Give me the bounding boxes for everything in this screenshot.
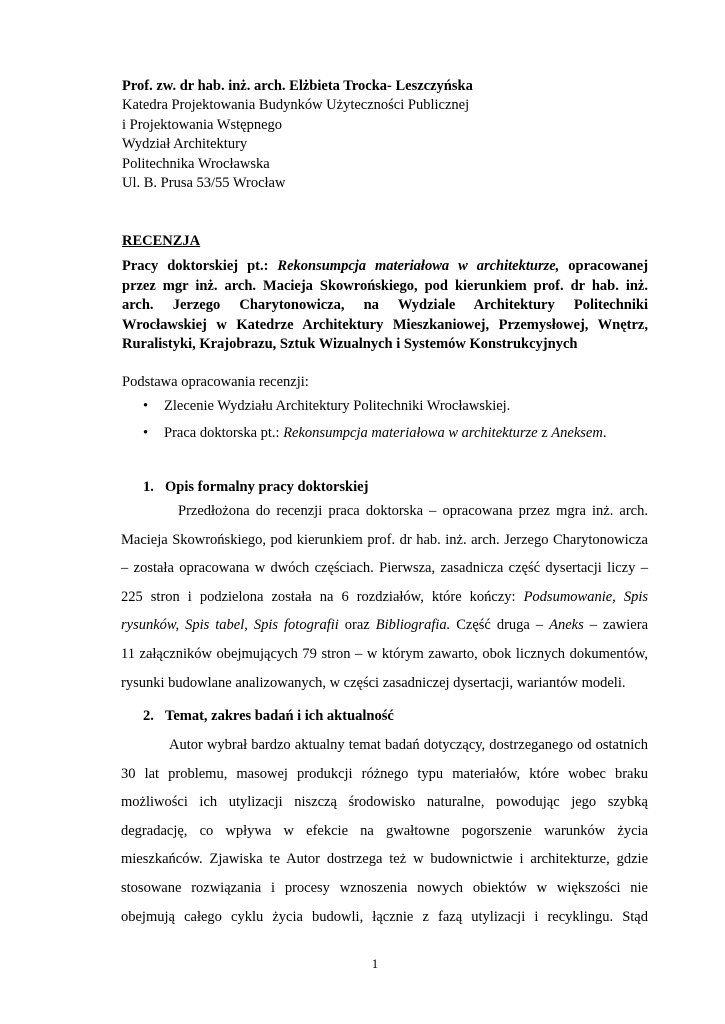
page-number: 1 <box>371 957 379 971</box>
text-run: Podsumowanie, Spis <box>523 588 648 605</box>
affiliation-line: i Projektowania Wstępnego <box>122 116 283 133</box>
text-run: Bibliografia. <box>375 617 451 634</box>
text-run: Aneks <box>549 617 584 634</box>
affiliation-line: Politechnika Wrocławska <box>122 155 270 172</box>
thesis-title: Rekonsumpcja materiałowa w architekturze <box>283 425 538 441</box>
text-run: 225 stron i podzielona została na 6 rozdziałów, które kończy: <box>121 588 524 605</box>
section-number: 1. <box>143 479 154 495</box>
review-subject <box>122 257 648 355</box>
basis-intro: Podstawa opracowania recenzji: <box>122 374 309 390</box>
subject-line: Ruralistyki, Krajobrazu, Sztuk Wizualnych i Systemów Konstrukcyjnych <box>122 336 578 353</box>
section-heading <box>143 479 368 496</box>
paragraph-line: – została opracowana w dwóch częściach. Pierwsza, zasadnicza część dysertacji liczy – <box>121 560 648 577</box>
section-title: Temat, zakres badań i ich aktualność <box>165 708 394 724</box>
paragraph-line: 30 lat problemu, masowej produkcji różnego typu materiałów, które wobec braku <box>121 765 648 782</box>
section-1-paragraph <box>121 497 648 697</box>
text-run: . <box>602 425 607 441</box>
affiliation-line: Katedra Projektowania Budynków Użyteczności Publicznej <box>122 97 470 114</box>
subject-text: opracowanej <box>568 258 649 274</box>
paragraph-line: mieszkańców. Zjawiska te Autor dostrzega też w budownictwie i architekturze, gdzie <box>121 851 648 868</box>
paragraph-line: Autor wybrał bardzo aktualny temat badań dotyczący, dostrzeganego od ostatnich <box>169 737 648 753</box>
paragraph-line <box>121 611 648 640</box>
subject-line: arch. Jerzego Charytonowicza, na Wydziale Architektury Politechniki <box>122 297 648 314</box>
paragraph-line <box>121 583 648 612</box>
review-title: RECENZJA <box>122 233 201 249</box>
text-run: rysunków, Spis tabel, Spis fotografii <box>121 617 339 634</box>
author-header <box>122 77 473 193</box>
text-run: z <box>537 425 552 441</box>
paragraph-line: Macieja Skowrońskiego, pod kierunkiem prof. dr hab. inż. arch. Jerzego Charytonowicza <box>121 531 648 548</box>
bullet-icon: • <box>143 398 149 414</box>
paragraph-line: stosowane rozwiązania i procesy wznoszenia nowych obiektów w większości nie <box>121 879 648 896</box>
list-item-text: Zlecenie Wydziału Architektury Politechniki Wrocławskiej. <box>164 398 511 414</box>
author-name: Prof. zw. dr hab. inż. arch. Elżbieta Trocka- Leszczyńska <box>122 78 473 94</box>
section-heading <box>143 708 394 725</box>
thesis-title: Rekonsumpcja materiałowa w architekturze, <box>277 258 560 274</box>
annex-title: Aneksem <box>551 425 603 441</box>
subject-line: Wrocławskiej w Katedrze Architektury Mieszkaniowej, Przemysłowej, Wnętrz, <box>122 316 648 333</box>
subject-text: Pracy doktorskiej pt.: <box>122 258 269 274</box>
section-2-paragraph <box>121 731 648 931</box>
paragraph-line: Przedłożona do recenzji praca doktorska – opracowana przez mgra inż. arch. <box>178 503 648 519</box>
affiliation-line: Ul. B. Prusa 53/55 Wrocław <box>122 175 286 192</box>
list-item-text <box>164 425 606 442</box>
paragraph-line: rysunki budowlane analizowanych, w części zasadniczej dysertacji, wariantów modeli. <box>121 674 626 691</box>
paragraph-line: możliwości ich utylizacji niszczą środowisko naturalne, powodując jego szybką <box>121 794 648 811</box>
text-run: oraz <box>338 617 376 634</box>
paragraph-line: 11 załączników obejmujących 79 stron – w którym zawarto, obok licznych dokumentów, <box>121 645 648 662</box>
text-run: – zawiera <box>583 617 649 634</box>
bullet-icon: • <box>143 425 149 441</box>
subject-line <box>122 257 648 277</box>
paragraph-line: obejmują całego cyklu życia budowli, łącznie z fazą utylizacji i recyklingu. Stąd <box>121 908 648 925</box>
subject-line: przez mgr inż. arch. Macieja Skowrońskiego, pod kierunkiem prof. dr hab. inż. <box>122 277 648 294</box>
section-number: 2. <box>143 708 154 724</box>
paragraph-line: degradację, co wpływa w efekcie na gwałtowne pogorszenie warunków życia <box>121 822 648 839</box>
affiliation-line: Wydział Architektury <box>122 136 248 153</box>
text-run: Część druga – <box>450 617 550 634</box>
text-run: Praca doktorska pt.: <box>164 425 284 441</box>
section-title: Opis formalny pracy doktorskiej <box>165 479 369 495</box>
